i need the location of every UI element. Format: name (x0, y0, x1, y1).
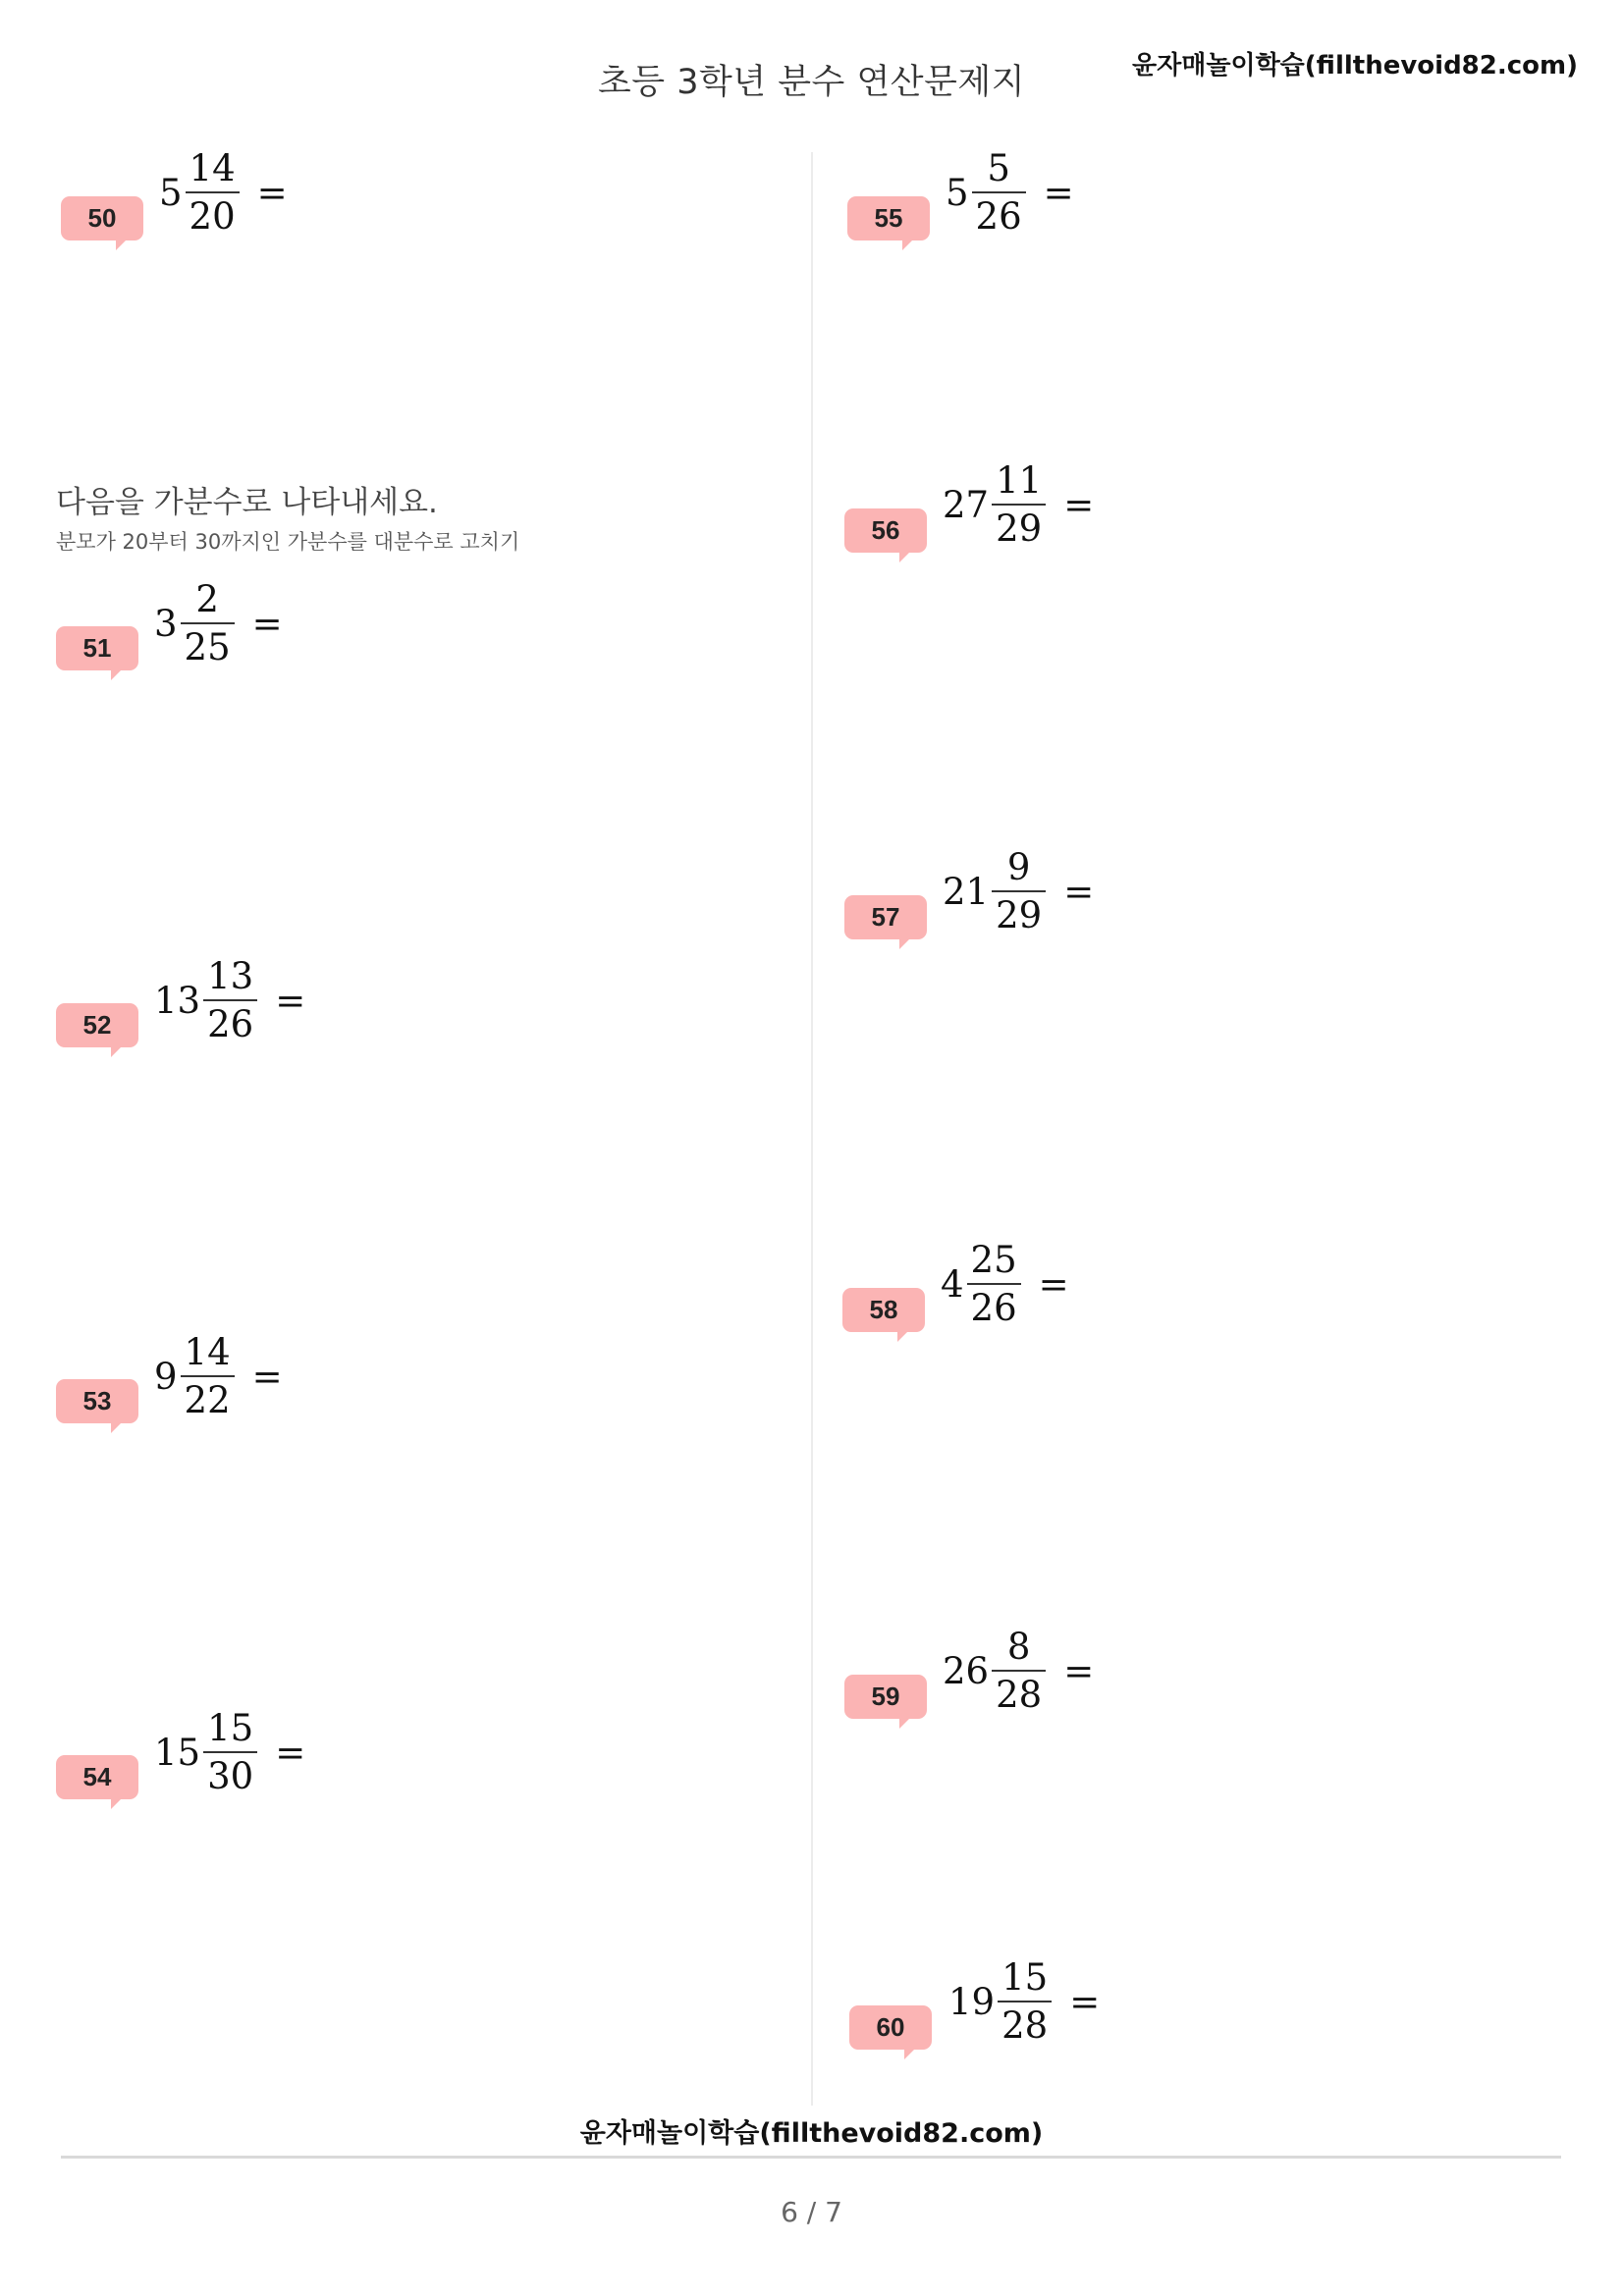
equals-sign: = (1043, 171, 1074, 214)
fraction (186, 147, 240, 238)
fraction (967, 1239, 1021, 1329)
denominator: 22 (181, 1375, 235, 1418)
problem-expression (943, 1626, 1095, 1716)
fraction (992, 459, 1046, 550)
instruction-sub: 분모가 20부터 30까지인 가분수를 대분수로 고치기 (56, 530, 520, 554)
fraction (972, 147, 1026, 238)
problem-expression (154, 578, 283, 668)
problem-expression (941, 1239, 1069, 1329)
whole-number: 15 (154, 1731, 201, 1774)
numerator: 5 (987, 147, 1010, 189)
numerator: 11 (996, 459, 1043, 502)
fraction (181, 1331, 235, 1421)
denominator: 30 (203, 1751, 257, 1794)
whole-number: 19 (948, 1980, 996, 2023)
whole-number: 5 (946, 171, 969, 214)
problem-number-badge: 54 (56, 1755, 138, 1799)
equals-sign: = (1063, 1649, 1095, 1692)
equals-sign: = (251, 1355, 283, 1398)
fraction (992, 1626, 1046, 1716)
equals-sign: = (1063, 483, 1095, 526)
equals-sign: = (251, 602, 283, 645)
numerator: 9 (1006, 846, 1031, 888)
numerator: 25 (970, 1239, 1017, 1281)
problem-expression (948, 1956, 1101, 2047)
problem-number-badge: 57 (844, 895, 927, 939)
site-name-header: 윤자매놀이학습(fillthevoid82.com) (1131, 51, 1578, 80)
instruction-main: 다음을 가분수로 나타내세요. (56, 485, 438, 520)
problem-number-badge: 52 (56, 1003, 138, 1047)
fraction (992, 846, 1046, 936)
denominator: 28 (992, 1670, 1046, 1713)
equals-sign: = (275, 979, 306, 1022)
problem-number-badge: 50 (61, 196, 143, 240)
problem-number-badge: 56 (844, 508, 927, 553)
fraction (203, 955, 257, 1045)
problem-number-badge: 58 (842, 1288, 925, 1332)
denominator: 28 (998, 2001, 1052, 2044)
whole-number: 27 (943, 483, 990, 526)
numerator: 15 (207, 1707, 254, 1749)
problem-number-badge: 55 (847, 196, 930, 240)
page-number: 6 / 7 (781, 2196, 842, 2228)
denominator: 25 (181, 622, 235, 666)
equals-sign: = (1063, 870, 1095, 913)
problem-number-badge: 60 (849, 2005, 932, 2050)
whole-number: 13 (154, 979, 201, 1022)
footer-divider (61, 2156, 1561, 2159)
problem-number-badge: 51 (56, 626, 138, 670)
numerator: 2 (195, 578, 219, 620)
problem-expression (154, 1707, 306, 1797)
numerator: 14 (189, 147, 236, 189)
denominator: 26 (972, 191, 1026, 235)
numerator: 14 (184, 1331, 231, 1373)
denominator: 29 (992, 504, 1046, 547)
equals-sign: = (1069, 1980, 1101, 2023)
whole-number: 21 (943, 870, 990, 913)
equals-sign: = (275, 1731, 306, 1774)
denominator: 20 (186, 191, 240, 235)
fraction (203, 1707, 257, 1797)
problem-expression (159, 147, 288, 238)
problem-number-badge: 53 (56, 1379, 138, 1423)
problem-expression (946, 147, 1074, 238)
numerator: 15 (1001, 1956, 1049, 1999)
equals-sign: = (256, 171, 288, 214)
problem-expression (943, 459, 1095, 550)
problem-expression (943, 846, 1095, 936)
whole-number: 4 (941, 1262, 964, 1306)
equals-sign: = (1038, 1262, 1069, 1306)
problem-expression (154, 1331, 283, 1421)
problem-number-badge: 59 (844, 1675, 927, 1719)
whole-number: 5 (159, 171, 183, 214)
denominator: 26 (967, 1283, 1021, 1326)
numerator: 13 (207, 955, 254, 997)
site-name-footer: 윤자매놀이학습(fillthevoid82.com) (579, 2118, 1044, 2149)
whole-number: 9 (154, 1355, 178, 1398)
fraction (998, 1956, 1052, 2047)
denominator: 29 (992, 890, 1046, 934)
numerator: 8 (1006, 1626, 1031, 1668)
fraction (181, 578, 235, 668)
column-divider (811, 152, 813, 2106)
whole-number: 26 (943, 1649, 990, 1692)
whole-number: 3 (154, 602, 178, 645)
denominator: 26 (203, 999, 257, 1042)
page-title: 초등 3학년 분수 연산문제지 (597, 63, 1026, 102)
problem-expression (154, 955, 306, 1045)
